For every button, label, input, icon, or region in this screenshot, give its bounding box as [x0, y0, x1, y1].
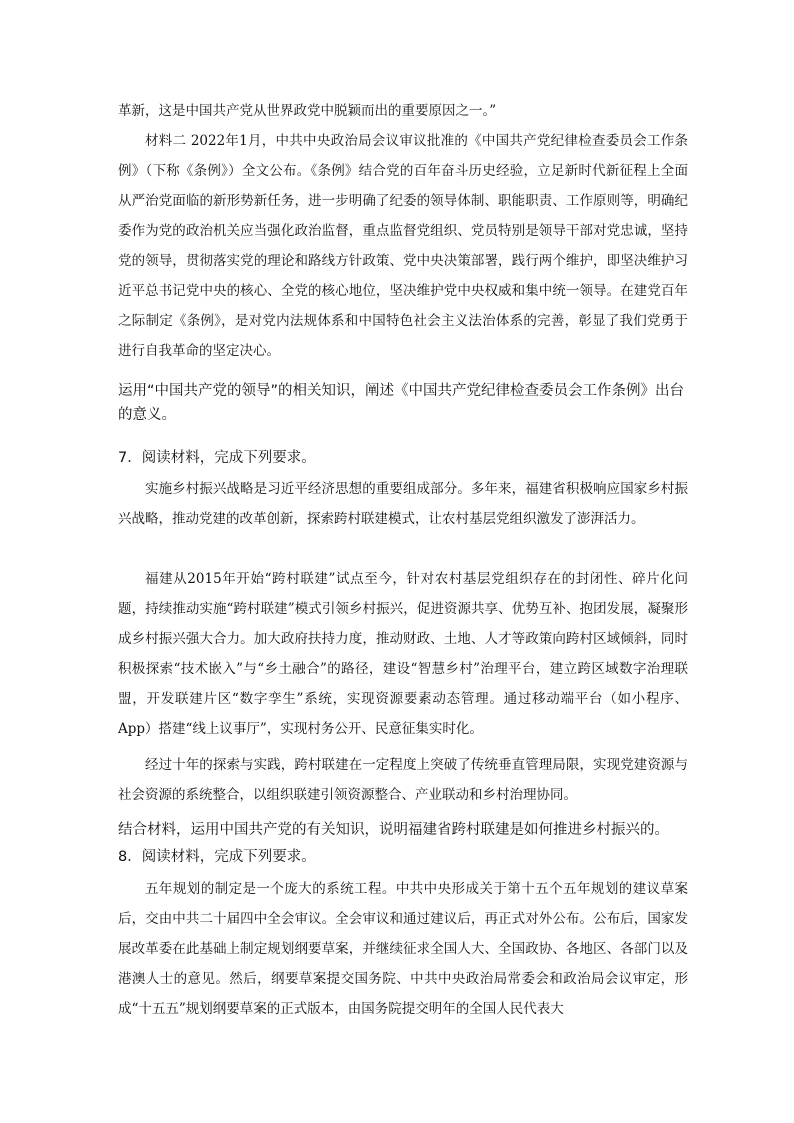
question-7-prompt: 结合材料，运用中国共产党的有关知识，说明福建省跨村联建是如何推进乡村振兴的。	[118, 822, 669, 838]
question-8-material-paragraph: 五年规划的制定是一个庞大的系统工程。中共中央形成关于第十五个五年规划的建议草案后，交由中共二十届四中全会审议。全会审议和通过建议后，再正式对外公布。公布后，国家发展改革委在此基础上制定规划纲要草案，并继续征求全国人大、全国政协、各地区、各部门以及港澳人士的意见。然后，纲要草案提交国务院、中共中央政治局常委会和政治局会议审定，形成“十五五”规划纲要草案的正式版本，由国务院提交明年的全国人民代表大	[118, 881, 688, 1017]
material-continuation: 革新，这是中国共产党从世界政党中脱颖而出的重要原因之一。”	[118, 103, 497, 119]
question-8-heading: 8．阅读材料，完成下列要求。	[118, 849, 316, 865]
question-7-material-paragraph-1: 实施乡村振兴战略是习近平经济思想的重要组成部分。多年来，福建省积极响应国家乡村振兴战略，推动党建的改革创新，探索跨村联建模式，让农村基层党组织激发了澎湃活力。	[118, 481, 688, 527]
material-2-paragraph: 材料二 2022年1月，中共中央政治局会议审议批准的《中国共产党纪律检查委员会工作条例》（下称《条例》）全文公布。《条例》结合党的百年奋斗历史经验，立足新时代新征程上全面从严治党面临的新形势新任务，进一步明确了纪委的领导体制、职能职责、工作原则等，明确纪委作为党的政治机关应当强化政治监督，重点监督党组织、党员特别是领导干部对党忠诚，坚持党的领导，贯彻落实党的理论和路线方针政策、党中央决策部署，践行两个维护，即坚决维护习近平总书记党中央的核心、全党的核心地位，坚决维护党中央权威和集中统一领导。在建党百年之际制定《条例》，是对党内法规体系和中国特色社会主义法治体系的完善，彰显了我们党勇于进行自我革命的坚定决心。	[118, 133, 688, 359]
question-7-material-paragraph-2: 福建从2015年开始“跨村联建”试点至今，针对农村基层党组织存在的封闭性、碎片化问题，持续推动实施“跨村联建”模式引领乡村振兴，促进资源共享、优势互补、抱团发展，凝聚形成乡村振兴强大合力。加大政府扶持力度，推动财政、土地、人才等政策向跨村区域倾斜，同时积极探索“技术嵌入”与“乡土融合”的路径，建设“智慧乡村”治理平台，建立跨区域数字治理联盟，开发联建片区“数字孪生”系统，实现资源要素动态管理。通过移动端平台（如小程序、App）搭建“线上议事厅”，实现村务公开、民意征集实时化。	[118, 571, 688, 737]
question-6-prompt: 运用“中国共产党的领导”的相关知识，阐述《中国共产党纪律检查委员会工作条例》出台的意义。	[118, 383, 685, 423]
question-7-material-paragraph-3: 经过十年的探索与实践，跨村联建在一定程度上突破了传统垂直管理局限，实现党建资源与社会资源的系统整合，以组织联建引领资源整合、产业联动和乡村治理协同。	[118, 757, 688, 803]
question-7-heading: 7．阅读材料，完成下列要求。	[118, 450, 316, 466]
